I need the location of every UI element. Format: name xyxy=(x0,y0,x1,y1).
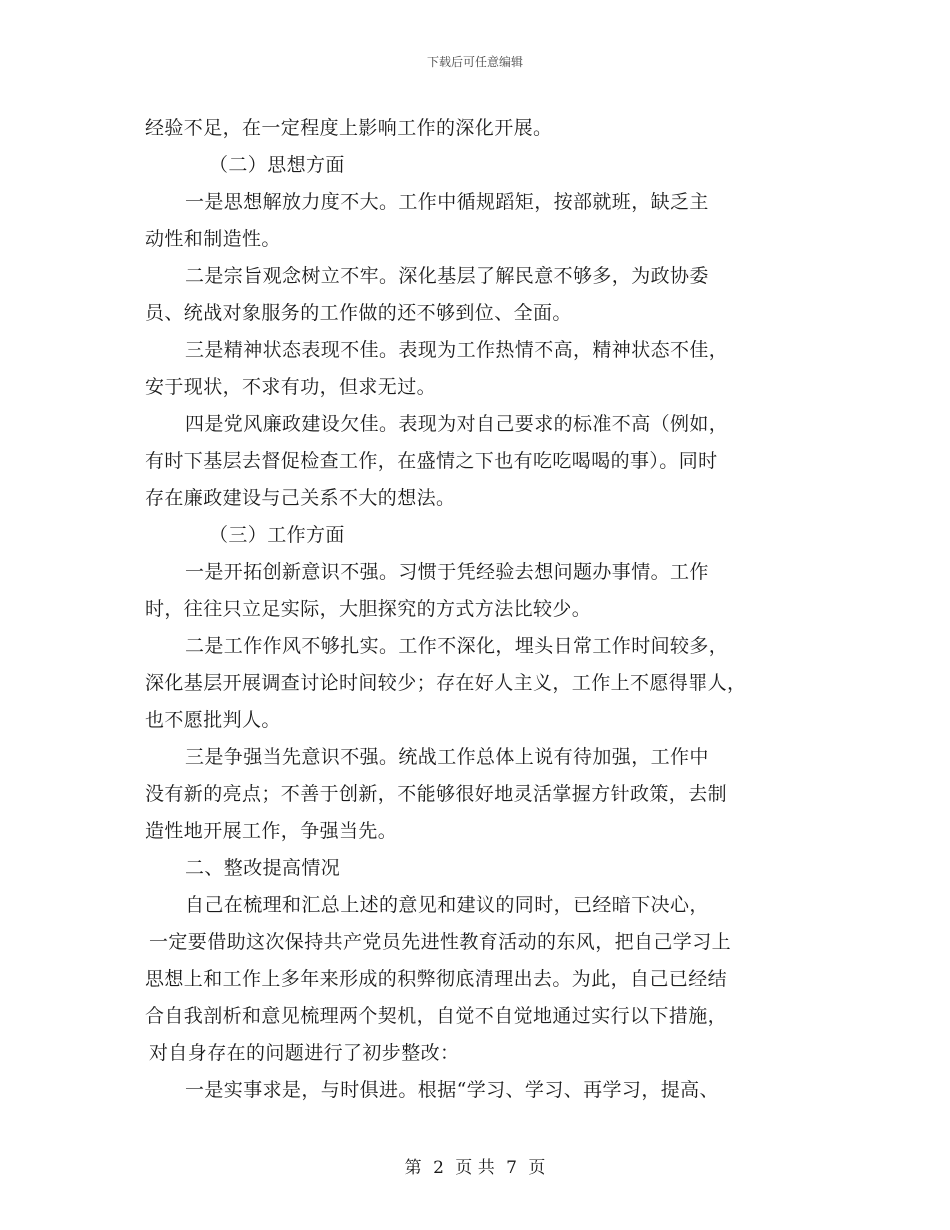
paragraph-line: 没有新的亮点；不善于创新，不能够很好地灵活掌握方针政策，去制 xyxy=(145,783,728,805)
footer-middle: 页 共 xyxy=(455,1158,495,1178)
paragraph-line: 自己在梳理和汇总上述的意见和建议的同时，已经暗下决心， xyxy=(185,894,709,916)
paragraph-line: 四是党风廉政建设欠佳。表现为对自己要求的标准不高（例如， xyxy=(185,413,729,435)
paragraph-line: 造性地开展工作，争强当先。 xyxy=(145,820,398,842)
section-heading: （二）思想方面 xyxy=(209,154,345,176)
paragraph-line: 三是争强当先意识不强。统战工作总体上说有待加强，工作中 xyxy=(185,746,709,768)
paragraph-line: 也不愿批判人。 xyxy=(145,709,281,731)
section-heading: 二、整改提高情况 xyxy=(185,857,341,879)
paragraph-line: 三是精神状态表现不佳。表现为工作热情不高，精神状态不佳， xyxy=(185,339,729,361)
paragraph-line: 一定要借助这次保持共产党员先进性教育活动的东风，把自己学习上 xyxy=(149,931,732,953)
footer-suffix: 页 xyxy=(528,1158,546,1178)
page-footer xyxy=(0,1153,950,1178)
paragraph-line: 二是宗旨观念树立不牢。深化基层了解民意不够多，为政协委 xyxy=(185,265,709,287)
paragraph-line: 合自我剖析和意见梳理两个契机，自觉不自觉地通过实行以下措施， xyxy=(145,1005,728,1027)
paragraph-line: 对自身存在的问题进行了初步整改： xyxy=(149,1042,460,1064)
paragraph-line: 深化基层开展调查讨论时间较少；存在好人主义，工作上不愿得罪人， xyxy=(145,672,747,694)
current-page-number: 2 xyxy=(433,1158,444,1178)
footer-prefix: 第 xyxy=(404,1158,422,1178)
paragraph-line: 有时下基层去督促检查工作，在盛情之下也有吃吃喝喝的事）。同时 xyxy=(145,450,718,472)
paragraph-line: 经验不足，在一定程度上影响工作的深化开展。 xyxy=(145,117,553,139)
paragraph-line: 时，往往只立足实际，大胆探究的方式方法比较少。 xyxy=(145,598,592,620)
paragraph-line: 二是工作作风不够扎实。工作不深化，埋头日常工作时间较多， xyxy=(185,635,729,657)
paragraph-line: 员、统战对象服务的工作做的还不够到位、全面。 xyxy=(145,302,572,324)
total-page-count: 7 xyxy=(506,1158,517,1178)
section-heading: （三）工作方面 xyxy=(209,524,345,546)
paragraph-line: 安于现状，不求有功，但求无过。 xyxy=(145,376,437,398)
paragraph-line: 一是开拓创新意识不强。习惯于凭经验去想问题办事情。工作 xyxy=(185,561,709,583)
document-body xyxy=(145,110,825,1109)
paragraph-line: 思想上和工作上多年来形成的积弊彻底清理出去。为此，自己已经结 xyxy=(145,968,728,990)
paragraph-line: 存在廉政建设与己关系不大的想法。 xyxy=(145,487,456,509)
paragraph-line: 动性和制造性。 xyxy=(145,228,281,250)
page-header: 下载后可任意编辑 xyxy=(426,55,523,69)
paragraph-line: 一是思想解放力度不大。工作中循规蹈矩，按部就班，缺乏主 xyxy=(185,191,709,213)
paragraph-line: 一是实事求是，与时俱进。根据“学习、学习、再学习，提高、 xyxy=(185,1079,719,1101)
